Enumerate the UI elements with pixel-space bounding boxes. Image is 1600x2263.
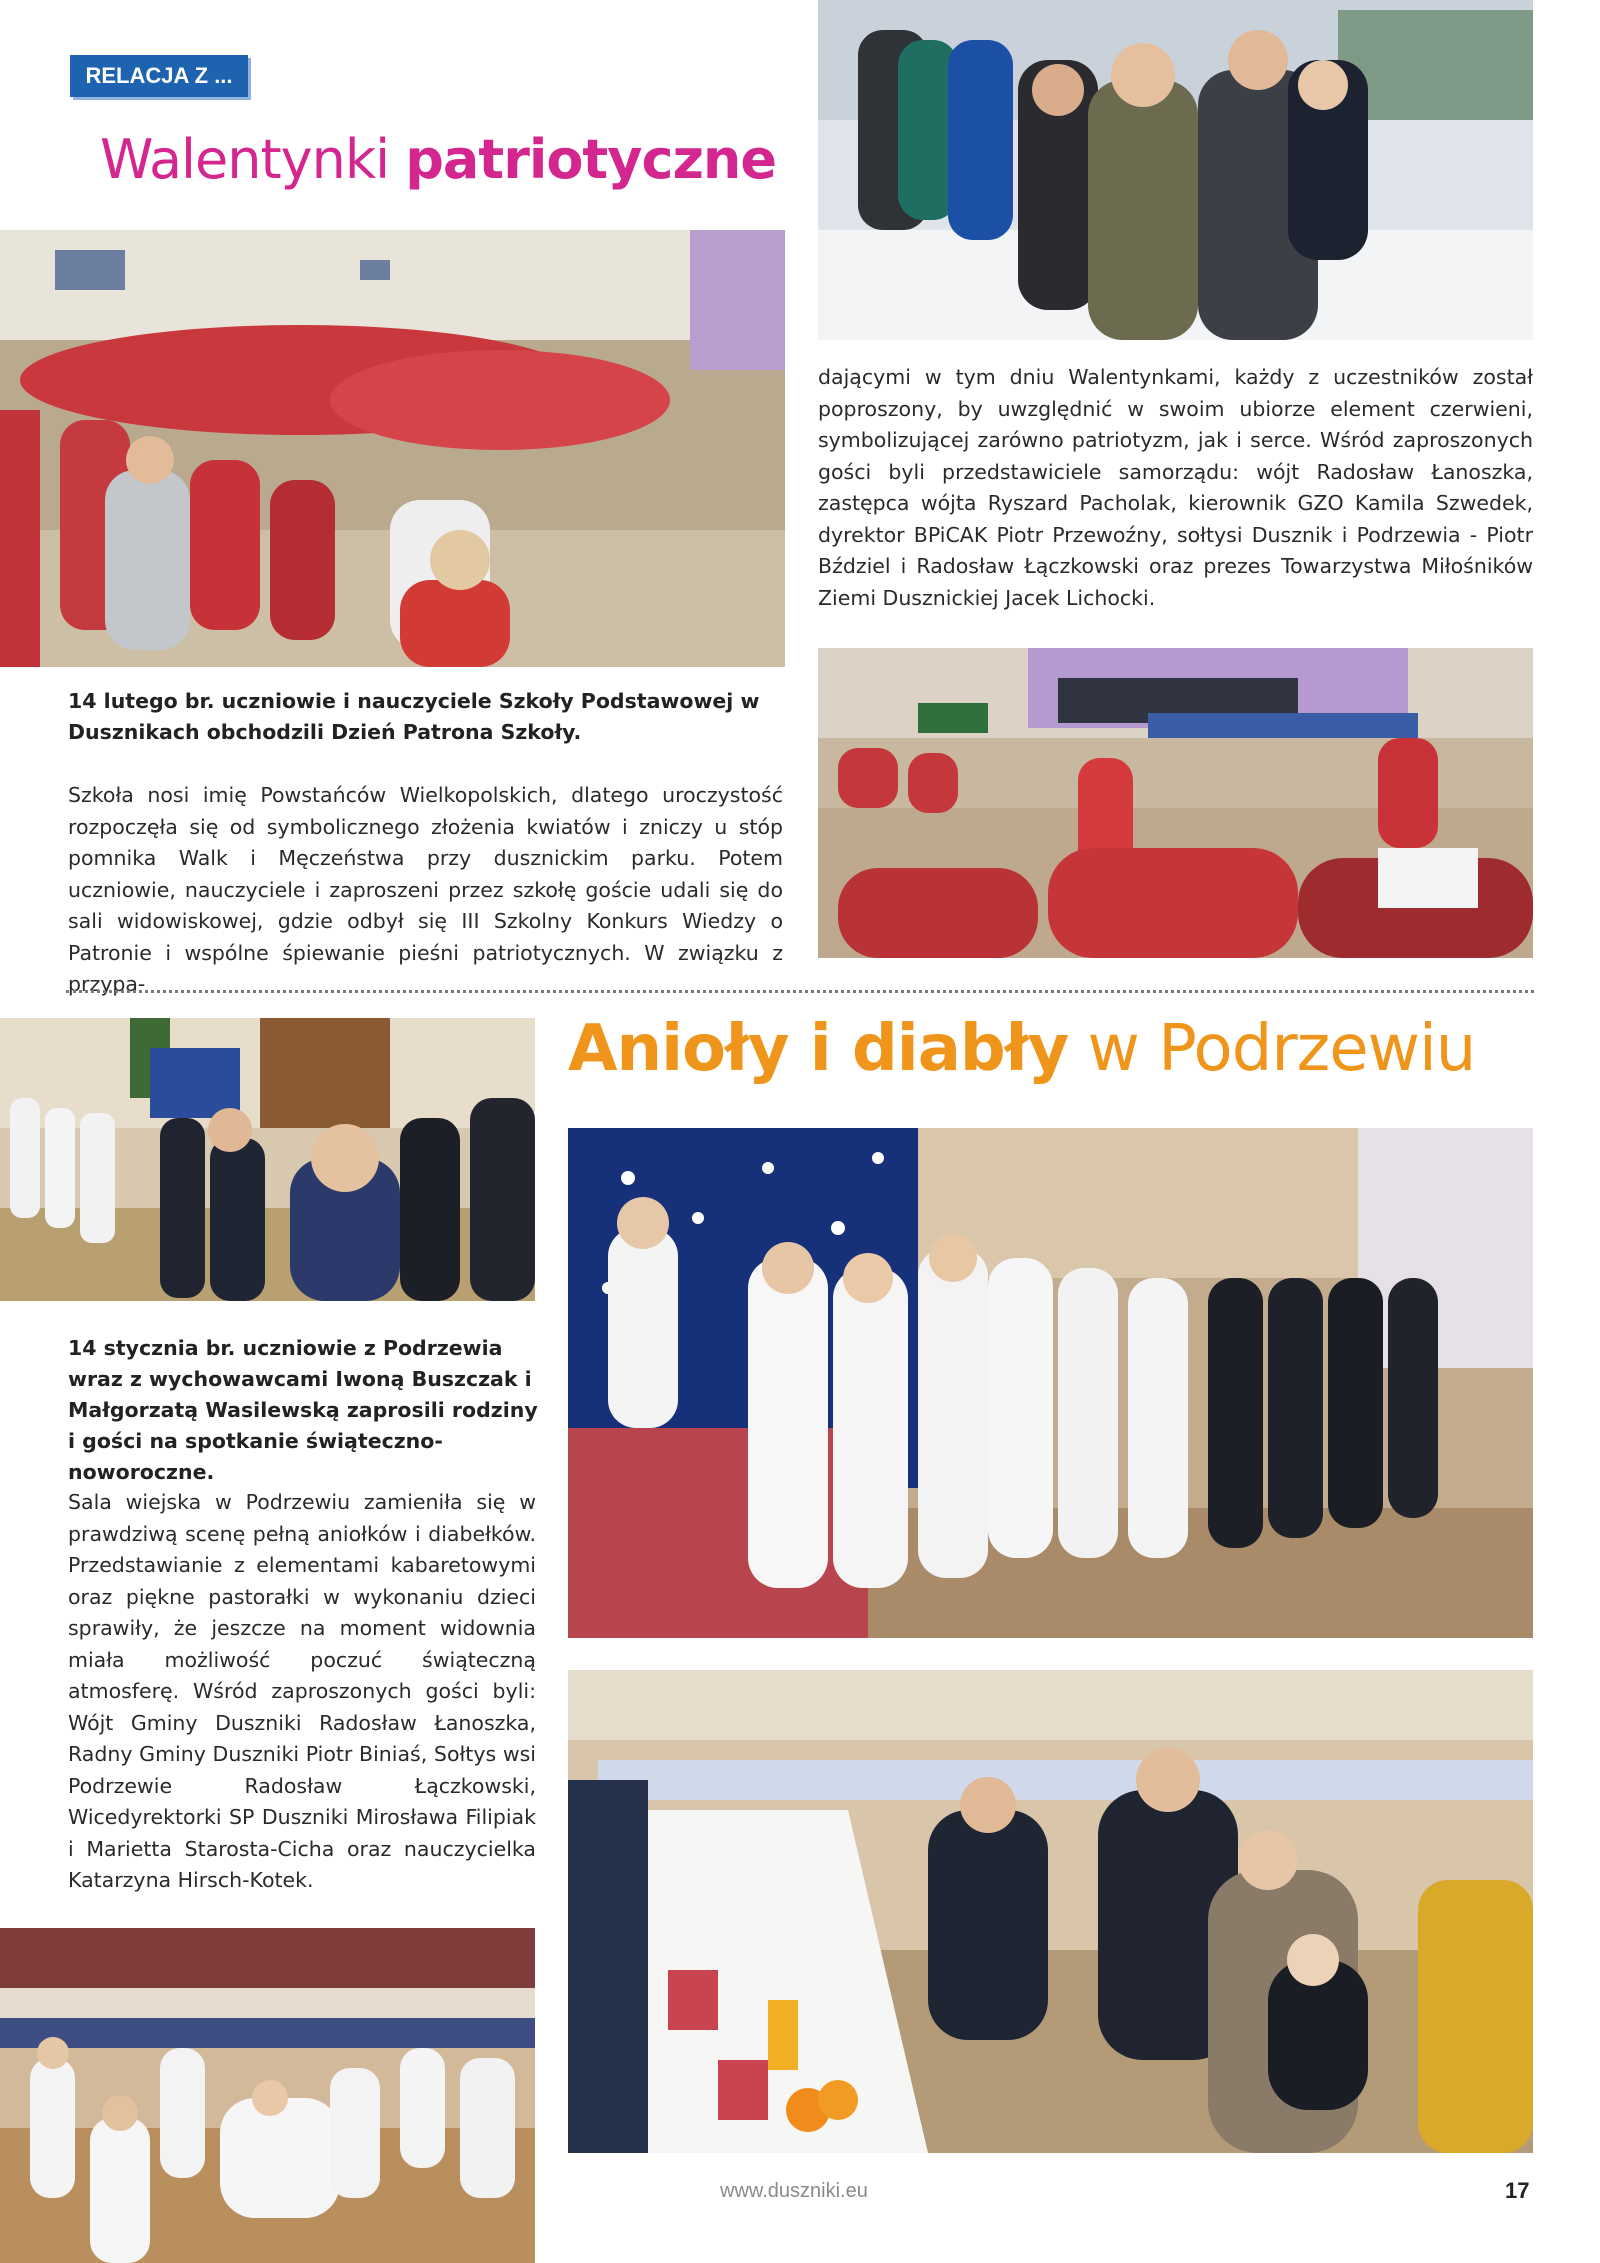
article2-lead: 14 stycznia br. uczniowie z Podrzewia wraz z wychowawcami Iwoną Buszczak i Małgorzatą Wasilewską zaprosili rodziny i gości na spotkanie świąteczno-noworoczne.	[68, 1336, 538, 1484]
article1-title-bold: patriotyczne	[405, 128, 776, 191]
article1-title	[100, 128, 800, 191]
section-label: RELACJA Z ...	[70, 55, 248, 97]
section-divider	[66, 990, 1534, 993]
article2-body: Sala wiejska w Podrzewiu zamieniła się w prawdziwą scenę pełną aniołków i diabełków. Przedstawianie z elementami kabaretowymi oraz piękne pastorałki w wykonaniu dzieci sprawiły, że jeszcze na moment widownia miała możliwość poczuć świąteczną atmosferę. Wśród zaproszonych gości byli: Wójt Gminy Duszniki Radosław Łanoszka, Radny Gminy Duszniki Piotr Biniaś, Sołtys wsi Podrzewie Radosław Łączkowski, Wicedyrektorki SP Duszniki Mirosława Filipiak i Marietta Starosta-Cicha oraz nauczycielka Katarzyna Hirsch-Kotek.	[68, 1490, 536, 1892]
photo-students-in-hall	[0, 230, 785, 667]
photo-children-costumes	[0, 1018, 535, 1301]
article2-title-bold: Anioły i diabły	[568, 1012, 1069, 1086]
article1-body-right: dającymi w tym dniu Walentynkami, każdy z uczestników został poproszony, by uwzględnić w swoim ubiorze element czerwieni, symbolizującej zarówno patriotyzm, jak i serce. Wśród zaproszonych gości byli przedstawiciele samorządu: wójt Radosław Łanoszka, zastępca wójta Ryszard Pacholak, kierownik GZO Kamila Szwedek, dyrektor BPiCAK Piotr Przewoźny, sołtysi Dusznik i Podrzewia - Piotr Bździel i Radosław Łączkowski oraz prezes Towarzystwa Miłośników Ziemi Dusznickiej Jacek Lichocki.	[818, 365, 1533, 610]
article1-title-plain: Walentynki	[100, 128, 406, 191]
photo-students-outdoors-winter	[818, 0, 1533, 340]
page-number: 17	[1505, 2178, 1530, 2203]
article2-title	[568, 1012, 1568, 1086]
photo-school-quiz-audience	[818, 648, 1533, 958]
article2-title-plain: w Podrzewiu	[1068, 1012, 1476, 1086]
photo-angels-dancing	[0, 1928, 535, 2263]
article1-body-left: Szkoła nosi imię Powstańców Wielkopolskich, dlatego uroczystość rozpoczęła się od symbolicznego złożenia kwiatów i zniczy u stóp pomnika Walk i Męczeństwa przy dusznickim parku. Potem uczniowie, nauczyciele i zaproszeni przez szkołę goście udali się do sali widowiskowej, gdzie odbył się III Szkolny Konkurs Wiedzy o Patronie i wspólne śpiewanie pieśni patriotycznych. W związku z przypa-	[68, 783, 783, 996]
photo-guests-at-festive-tables	[568, 1670, 1533, 2153]
article1-lead: 14 lutego br. uczniowie i nauczyciele Szkoły Podstawowej w Dusznikach obchodzili Dzień Patrona Szkoły.	[68, 689, 760, 744]
photo-angels-and-devils-on-stage	[568, 1128, 1533, 1638]
footer-website-url: www.duszniki.eu	[720, 2180, 868, 2202]
